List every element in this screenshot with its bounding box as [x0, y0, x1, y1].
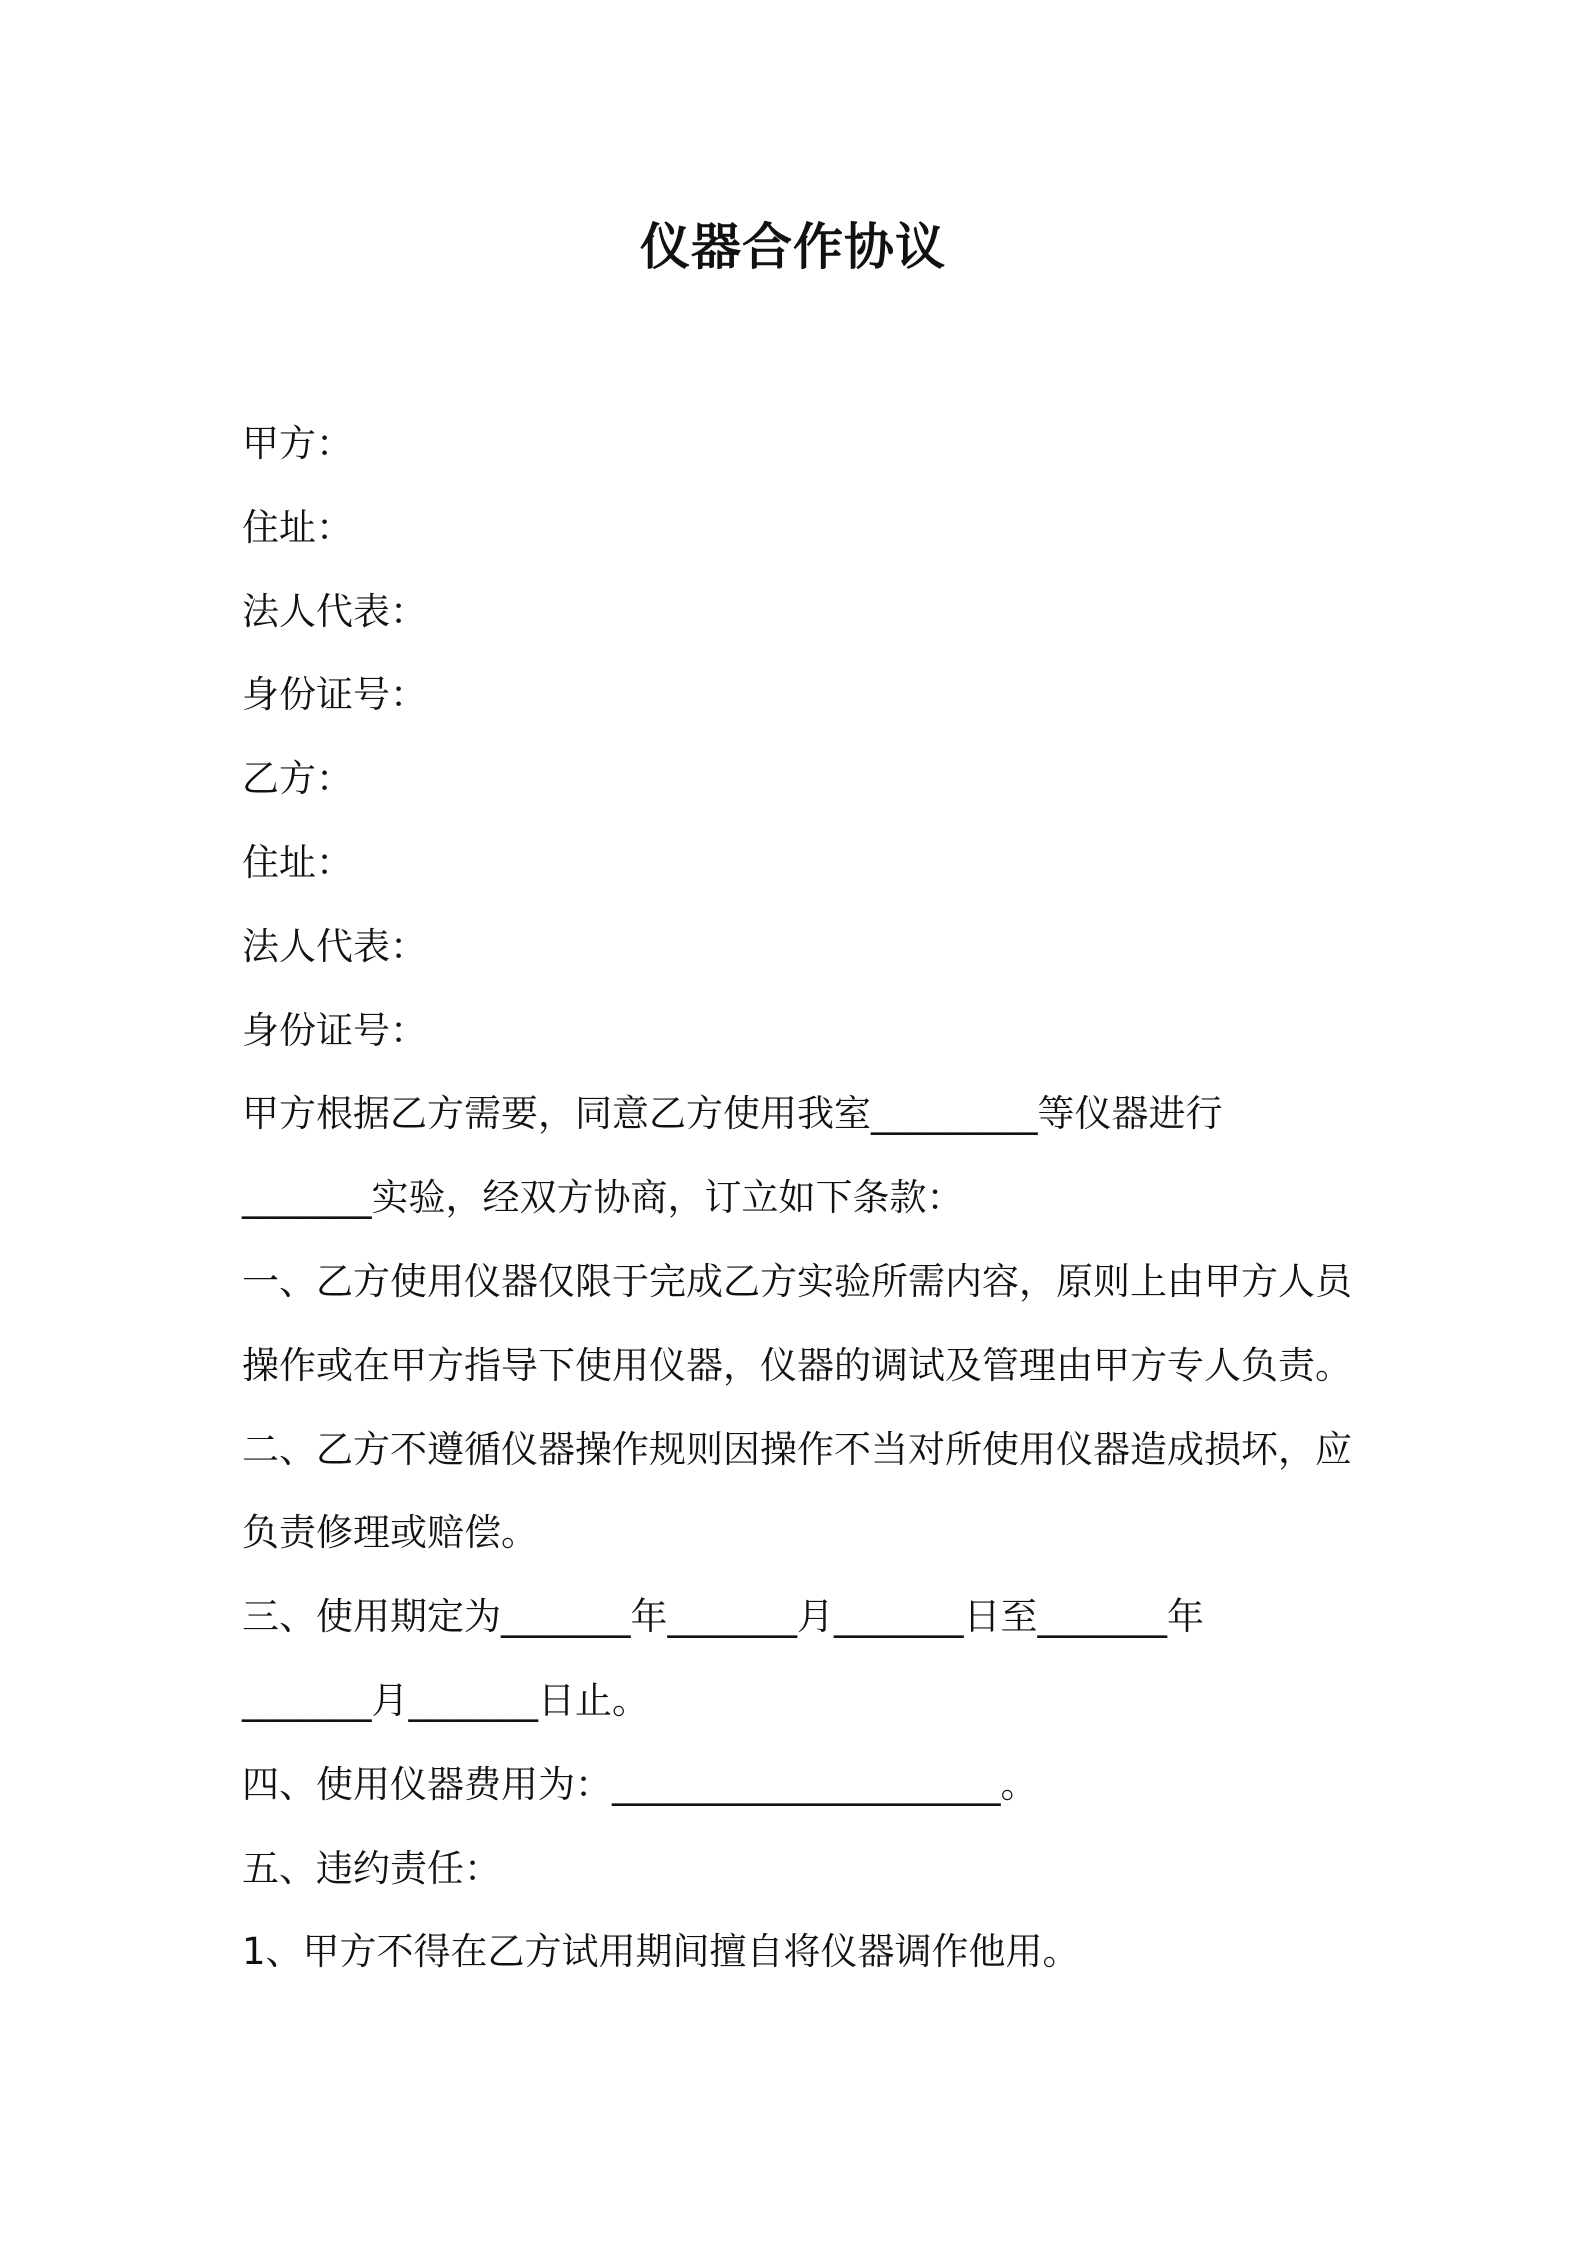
party-b-legal-rep-label: 法人代表：	[242, 924, 427, 968]
document-title: 仪器合作协议	[640, 218, 946, 276]
party-b-address-label: 住址：	[242, 840, 353, 884]
clause-1-line-1: 一、乙方使用仪器仅限于完成乙方实验所需内容，原则上由甲方人员	[242, 1259, 1352, 1303]
clause-1-line-2: 操作或在甲方指导下使用仪器，仪器的调试及管理由甲方专人负责。	[242, 1343, 1352, 1387]
clause-5-heading: 五、违约责任：	[242, 1846, 501, 1890]
clause-5-item-1: 1、甲方不得在乙方试用期间擅自将仪器调作他用。	[242, 1930, 1080, 1974]
clause-4-line: 四、使用仪器费用为：_____________________。	[242, 1762, 1038, 1806]
clause-2-line-2: 负责修理或赔偿。	[242, 1511, 538, 1555]
intro-paragraph-line-1: 甲方根据乙方需要，同意乙方使用我室_________等仪器进行	[242, 1092, 1223, 1136]
clause-3-line-2: _______月_______日止。	[242, 1678, 649, 1722]
intro-paragraph-line-2: _______实验，经双方协商，订立如下条款：	[242, 1176, 964, 1220]
party-a-id-number-label: 身份证号：	[242, 673, 427, 717]
party-a-legal-rep-label: 法人代表：	[242, 589, 427, 633]
party-a-address-label: 住址：	[242, 505, 353, 549]
party-b-label: 乙方：	[242, 757, 353, 801]
document-body	[242, 402, 1362, 1994]
party-a-label: 甲方：	[242, 422, 353, 465]
party-b-id-number-label: 身份证号：	[242, 1008, 427, 1052]
clause-2-line-1: 二、乙方不遵循仪器操作规则因操作不当对所使用仪器造成损坏，应	[242, 1427, 1352, 1471]
clause-3-line-1: 三、使用期定为_______年_______月_______日至_______年	[242, 1595, 1204, 1639]
